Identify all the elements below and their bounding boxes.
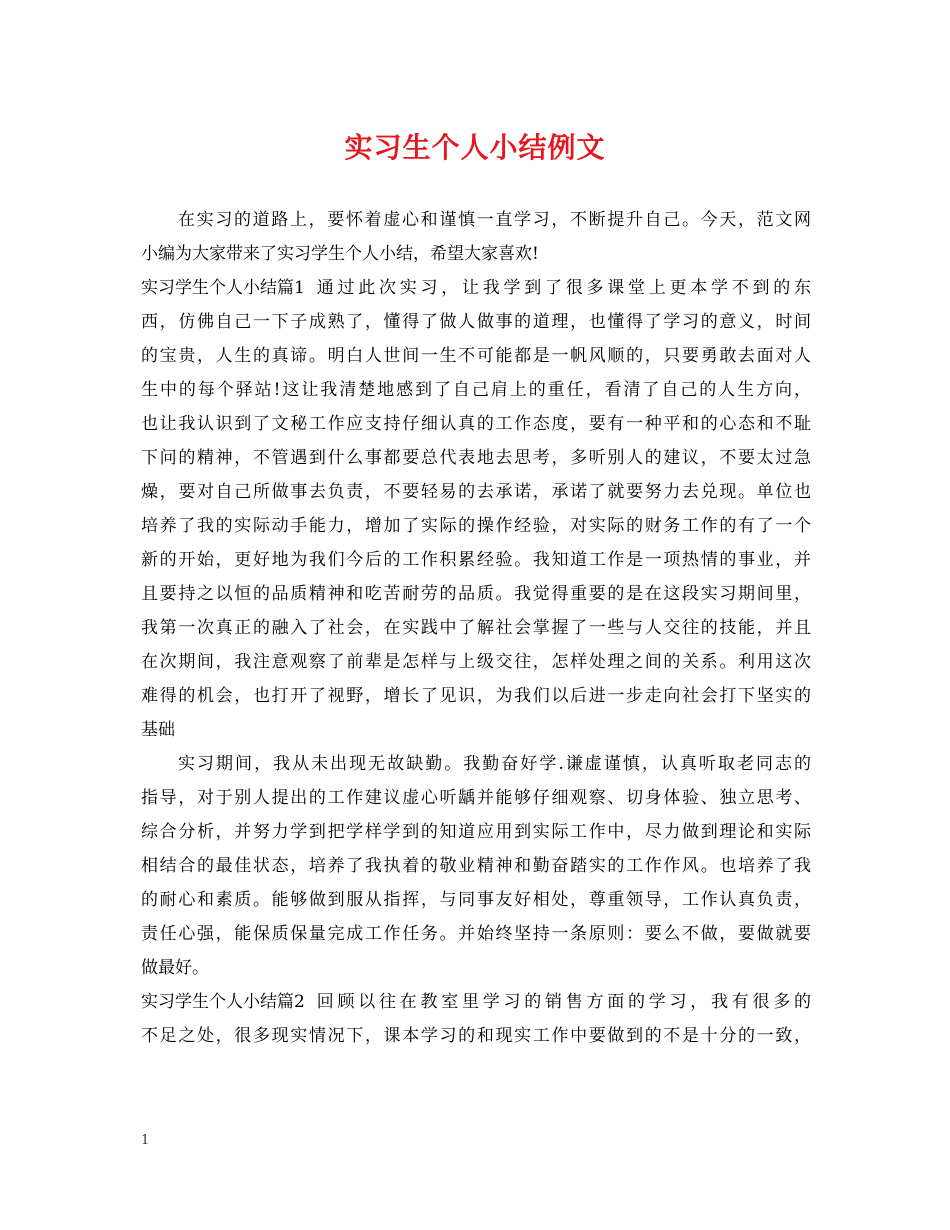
document-title: 实习生个人小结例文 [344,131,606,164]
body-line [141,339,811,373]
body-line [141,407,811,441]
line-text: 实习期间，我从未出现无故缺勤。我勤奋好学.谦虚谨慎，认真听取老同志的 [178,754,811,774]
body-line [141,985,811,1019]
body-line [141,917,811,951]
line-text: 西，仿佛自己一下子成熟了，懂得了做人做事的道理，也懂得了学习的意义，时间 [141,312,811,332]
body-line [141,577,811,611]
body-line [141,543,811,577]
body-line [141,475,811,509]
line-text: 新的开始，更好地为我们今后的工作积累经验。我知道工作是一项热情的事业，并 [141,550,811,570]
line-text: 培养了我的实际动手能力，增加了实际的操作经验，对实际的财务工作的有了一个 [141,516,811,536]
line-text: 相结合的最佳状态，培养了我执着的敬业精神和勤奋踏实的工作作风。也培养了我 [141,856,811,876]
line-text: 我第一次真正的融入了社会，在实践中了解社会掌握了一些与人交往的技能，并且 [141,618,811,638]
line-text: 的耐心和素质。能够做到服从指挥，与同事友好相处，尊重领导，工作认真负责， [141,890,811,910]
section-heading: 实习学生个人小结篇1 [141,278,305,298]
line-text: 生中的每个驿站!这让我清楚地感到了自己肩上的重任，看清了自己的人生方向， [141,380,811,400]
body-line [141,373,811,407]
line-text: 也让我认识到了文秘工作应支持仔细认真的工作态度，要有一种平和的心态和不耻 [141,414,811,434]
line-text: 指导，对于别人提出的工作建议虚心听龋并能够仔细观察、切身体验、独立思考、 [141,788,811,808]
line-text: 不足之处，很多现实情况下，课本学习的和现实工作中要做到的不是十分的一致， [141,1026,811,1046]
body-line [141,237,811,271]
line-text: 小编为大家带来了实习学生个人小结，希望大家喜欢! [141,244,539,264]
body-line [141,815,811,849]
body-line [141,679,811,713]
line-text: 下问的精神，不管遇到什么事都要总代表地去思考，多听别人的建议，不要太过急 [141,448,811,468]
line-text: 在实习的道路上，要怀着虚心和谨慎一直学习，不断提升自己。今天，范文网 [178,210,811,230]
line-text: 难得的机会，也打开了视野，增长了见识，为我们以后进一步走向社会打下坚实的 [141,686,811,706]
line-text: 且要持之以恒的品质精神和吃苦耐劳的品质。我觉得重要的是在这段实习期间里， [141,584,811,604]
body-line [141,781,811,815]
body-line [141,203,811,237]
body-line [141,1019,811,1053]
line-text: 燥，要对自己所做事去负责，不要轻易的去承诺，承诺了就要努力去兑现。单位也 [141,482,811,502]
body-line [141,305,811,339]
body-line [141,645,811,679]
section-heading: 实习学生个人小结篇2 [141,992,305,1012]
line-text: 综合分析，并努力学到把学样学到的知道应用到实际工作中，尽力做到理论和实际 [141,822,811,842]
body-line [141,509,811,543]
line-text: 通过此次实习，让我学到了很多课堂上更本学不到的东 [313,278,811,298]
line-text: 在次期间，我注意观察了前辈是怎样与上级交往，怎样处理之间的关系。利用这次 [141,652,811,672]
line-text: 的宝贵，人生的真谛。明白人世间一生不可能都是一帆风顺的，只要勇敢去面对人 [141,346,811,366]
line-text: 回顾以往在教室里学习的销售方面的学习，我有很多的 [313,992,811,1012]
line-text: 做最好。 [141,958,209,978]
body-line [141,713,811,747]
document-body [141,203,811,1053]
body-line [141,747,811,781]
body-line [141,441,811,475]
body-line [141,883,811,917]
line-text: 基础 [141,720,175,740]
page-number: 1 [141,1133,150,1148]
body-line [141,271,811,305]
body-line [141,951,811,985]
body-line [141,611,811,645]
line-text: 责任心强，能保质保量完成工作任务。并始终坚持一条原则：要么不做，要做就要 [141,924,811,944]
body-line [141,849,811,883]
